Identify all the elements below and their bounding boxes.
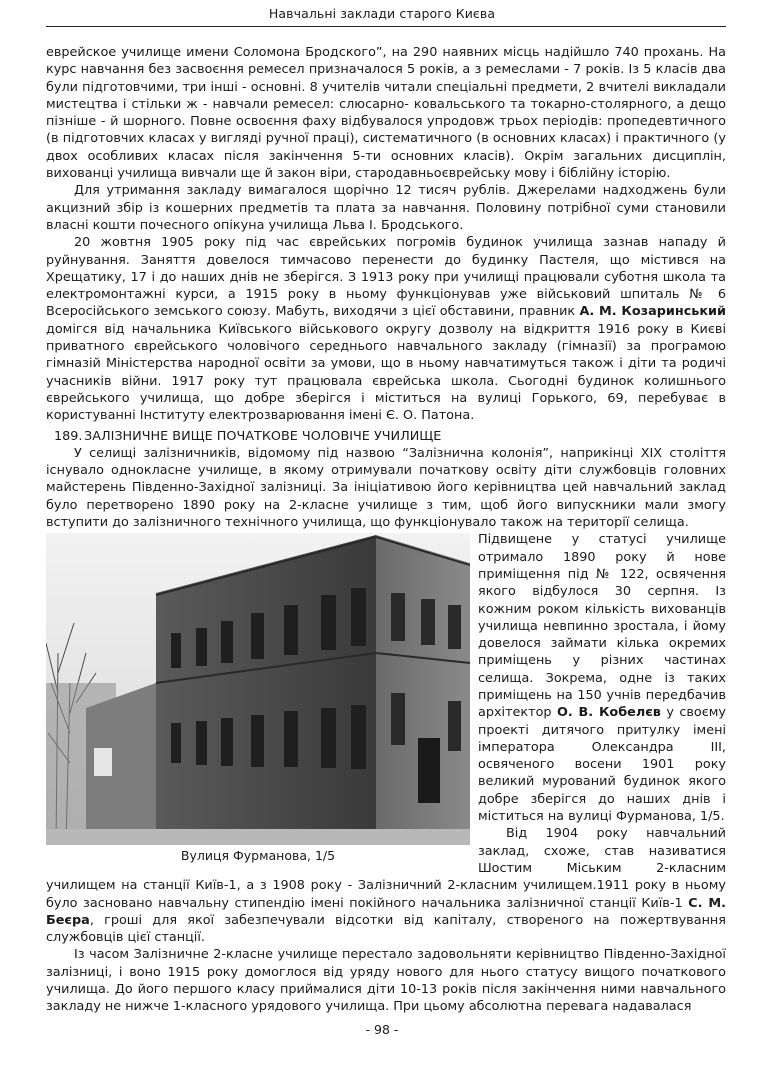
building-photo <box>46 533 470 845</box>
text-run: , гроші для якої забезпечували відсотки від капіталу, створеного на пожертвування службовців цієї станції. <box>46 912 726 946</box>
photo-caption: Вулиця Фурманова, 1/5 <box>180 848 336 864</box>
page-content <box>46 44 726 1016</box>
bold-name: С. М. Беєра <box>46 895 726 928</box>
section-number: 189. <box>54 428 83 444</box>
text-run: Підвищене у статусі училище отримало 1890 року й нове приміщення під № 122, освячення якого відбулося 30 серпня. Із кожним роком кількість вихованців училища невпинно зростала, і йому довелося займати кілька окремих приміщень у різних частинах селища. Зокрема, одне із таких приміщень на 150 учнів передбачив архітектор <box>478 532 726 721</box>
text-run: Для утримання закладу вимагалося щорічно 12 тисяч рублів. Джерелами надходжень були акцизний збір із кошерних предметів та плата за навчання. Половину потрібної суми становили власні кошти почесного опікуна училища Льва І. Бродського. <box>46 183 726 233</box>
section-title: ЗАЛІЗНИЧНЕ ВИЩЕ ПОЧАТКОВЕ ЧОЛОВІЧЕ УЧИЛИЩЕ <box>84 428 442 444</box>
photo-figure <box>46 533 470 862</box>
top-paragraphs <box>46 44 726 425</box>
text-run: Від 1904 року навчальний заклад, схоже, став називатися Шостим Міським 2-класним училищем на станції Київ-1, а з 1908 року - Залізничний 2-класним училищем.1911 року в ньому було засновано навчальну стипендію імені покійного начальника залізничної станції Київ-1 <box>46 826 726 911</box>
running-header: Навчальні заклади старого Києва <box>268 6 496 21</box>
paragraph <box>46 946 726 1015</box>
bold-name: О. В. Кобелєв <box>556 705 661 721</box>
header-rule <box>46 26 726 27</box>
bold-name: А. М. Козаринський <box>579 304 726 320</box>
text-run: еврейское училище имени Соломона Бродского”, на 290 наявних місць надійшло 740 прохань. На курс навчання без засвоєння ремесел призначалося 5 років, а з ремеслами - 7 років. Із 5 класів два були підготовчими, три інші - основні. 8 учителів читали спеціальні предмети, 2 вчителі викладали мистецтва і стільки ж - навчали ремесел: слюсарно- ковальського та токарно-столярного, а дещо пізніше - й шорного. Повне освоєння фаху відбувалося упродовж трьох періодів: пропедевтичного (в підготовчих класах у вигляді ручної праці), систематичного (в основних класах) і практичного (у двох особливих класах після закінчення 5-ти основних класів). Окрім загальних дисциплін, вихованці училища вивчали ще й закон віри, стародавньоєврейську мову і біблійну історію. <box>46 45 726 182</box>
section-heading <box>46 428 726 445</box>
section-intro-paragraph <box>46 445 726 531</box>
paragraph <box>46 44 726 182</box>
text-run: Із часом Залізничне 2-класне училище перестало задовольняти керівництво Південно-Західної залізниці, і воно 1915 року домоглося від уряду нового для нього статусу вищого початкового училища. До його першого класу приймалися діти 10-13 років після закінчення ними навчального закладу не нижче 1-класного урядового училища. При цьому абсолютна перевага надавалася <box>46 947 726 1015</box>
paragraph <box>46 182 726 234</box>
text-run: 20 жовтня 1905 року під час єврейських погромів будинок училища зазнав нападу й руйнування. Заняття довелося тимчасово перенести до будинку Пастеля, що містився на Хрещатику, 17 і до наших днів не зберігся. З 1913 року при училищі працювали суботня школа та електромонтажні курси, а 1915 року в ньому функціонував уже військовий шпиталь № 6 Всеросійського земського союзу. Мабуть, виходячи з цієї обставини, правник <box>46 235 726 320</box>
text-run: у своєму проекті дитячого притулку імені імператора Олександра III, освяченого восени 1901 року великий мурований будинок якого добре зберігся до наших днів і міститься на вулиці Фурманова, 1/5. <box>478 705 726 825</box>
text-run: домігся від начальника Київського військового округу дозволу на відкриття 1916 року в Києві приватного єврейського чоловічого середнього навчального закладу (гімназії) за програмою гімназій Міністерства народної освіти за умови, що в ньому навчатимуться також і діти та родичі учасників війни. 1917 року тут працювала єврейська школа. Сьогодні будинок колишнього єврейського училища, що добре зберігся і міститься на вулиці Горького, 69, перебуває в користуванні Інституту електрозварювання імені Є. О. Патона. <box>46 321 726 424</box>
text-run: У селищі залізничників, відомому під назвою “Залізнична колонія”, наприкінці XIX століття існувало однокласне училище, в якому отримували початкову освіту діти службовців головних майстерень Південно-Західної залізниці. За ініціативою його керівництва цей навчальний заклад було перетворено 1890 року на 2-класне училище з тим, щоб його випускники мали змогу вступити до залізничного технічного училища, що функціонувало також на території селища. <box>46 445 726 531</box>
page-number: - 98 - <box>365 1022 399 1037</box>
paragraph <box>46 234 726 424</box>
building-illustration <box>46 533 470 845</box>
